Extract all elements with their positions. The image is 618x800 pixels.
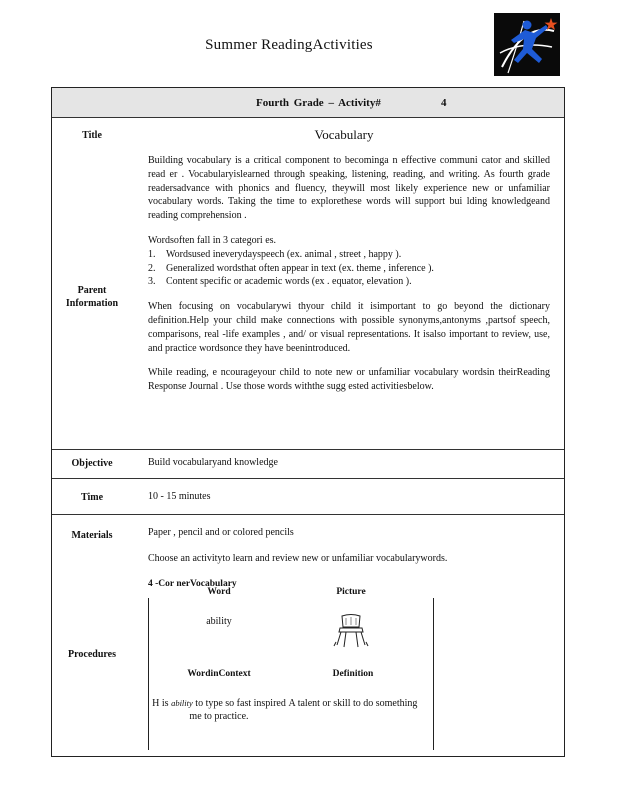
parent-info-paragraph: While reading, e ncourageyour child to note new or unfamiliar vocabulary wordsin theirReading Response Journal . Use those words withthe sugg ested activitiesbelow.: [148, 367, 550, 393]
title-label: Title: [82, 130, 102, 141]
word-header: Word: [207, 587, 231, 597]
time-value: 10 - 15 minutes: [148, 491, 211, 502]
page-title: Summer ReadingActivities: [205, 37, 373, 53]
list-item: 3. Content specific or academic words (ex . equator, elevation ).: [148, 276, 412, 288]
picture-cell: [281, 586, 421, 650]
context-sentence-end: to type so fast inspired me to practice.: [189, 697, 286, 722]
definition-value: A talent or skill to do something: [288, 697, 418, 709]
list-item: 2. Generalized wordsthat often appear in text (ex. theme , inference ).: [148, 262, 434, 274]
context-target-word: ability: [171, 697, 193, 708]
materials-label: Materials: [71, 530, 113, 541]
title-value-wrap: [148, 128, 550, 142]
row-objective: [52, 449, 564, 479]
corner-vocabulary-grid: [148, 587, 434, 750]
parent-info-paragraph: Building vocabulary is a critical component to becominga n effective communi cator and skilled read er . Vocabularyislearned through speaking, listening, reading, and writing. As fourth grade readersadvance with phonics and fluency, theywill most likely experience new or unfamiliar vocabulary words. Taking the time to explorethese words will support bui lding knowledgeand reading comprehension .: [148, 155, 550, 222]
materials-procedures-body: [148, 526, 550, 751]
row-title-parent-info: [52, 117, 564, 450]
runner-logo-icon: [494, 13, 560, 76]
context-header: WordinContext: [187, 669, 251, 679]
corner-vocabulary-title: 4 -Cor nerVocabulary: [148, 578, 237, 589]
definition-header: Definition: [332, 669, 374, 679]
parent-info-label: [52, 284, 132, 310]
parent-info-label-line2: Information: [65, 298, 119, 309]
parent-info-body: [148, 154, 550, 394]
list-item: 1. Wordsused ineverydayspeech (ex. animal , street , happy ).: [148, 248, 402, 260]
procedures-intro: Choose an activityto learn and review new or unfamiliar vocabularywords.: [148, 552, 448, 564]
chair-sketch-icon: [333, 612, 369, 650]
row-time: [52, 478, 564, 515]
logo: [494, 13, 560, 76]
parent-info-label-line1: Parent: [77, 285, 107, 296]
activity-number: 4: [441, 97, 447, 109]
context-sentence-start: H is: [152, 697, 169, 709]
time-label: Time: [80, 492, 104, 503]
context-cell: [149, 668, 289, 724]
row-materials-procedures: [52, 514, 564, 756]
objective-value: Build vocabularyand knowledge: [148, 457, 278, 468]
procedures-label: Procedures: [68, 649, 116, 660]
categories-intro: Wordsoften fall in 3 categori es.: [148, 234, 277, 246]
context-sentence: [149, 697, 289, 724]
materials-value: Paper , pencil and or colored pencils: [148, 527, 294, 538]
parent-info-paragraph: When focusing on vocabularywi thyour child it isimportant to go beyond the dictionary definition.Help your child make connections with possible synonyms,antonyms ,partsof speech, comparisons, real -life examples , and/ or visual representations. It isalso important to review, use, and practice wordsonce they have beenintroduced.: [148, 301, 550, 354]
picture-header: Picture: [336, 587, 366, 597]
activity-table: [51, 87, 565, 757]
word-value: ability: [206, 615, 232, 627]
activity-header: [52, 88, 564, 118]
activity-title: Vocabulary: [314, 127, 374, 142]
categories-list: [148, 248, 550, 289]
header-text: Fourth Grade – Activity#: [256, 97, 381, 109]
word-cell: [149, 586, 289, 628]
definition-cell: [283, 668, 423, 710]
objective-label: Objective: [71, 458, 113, 469]
